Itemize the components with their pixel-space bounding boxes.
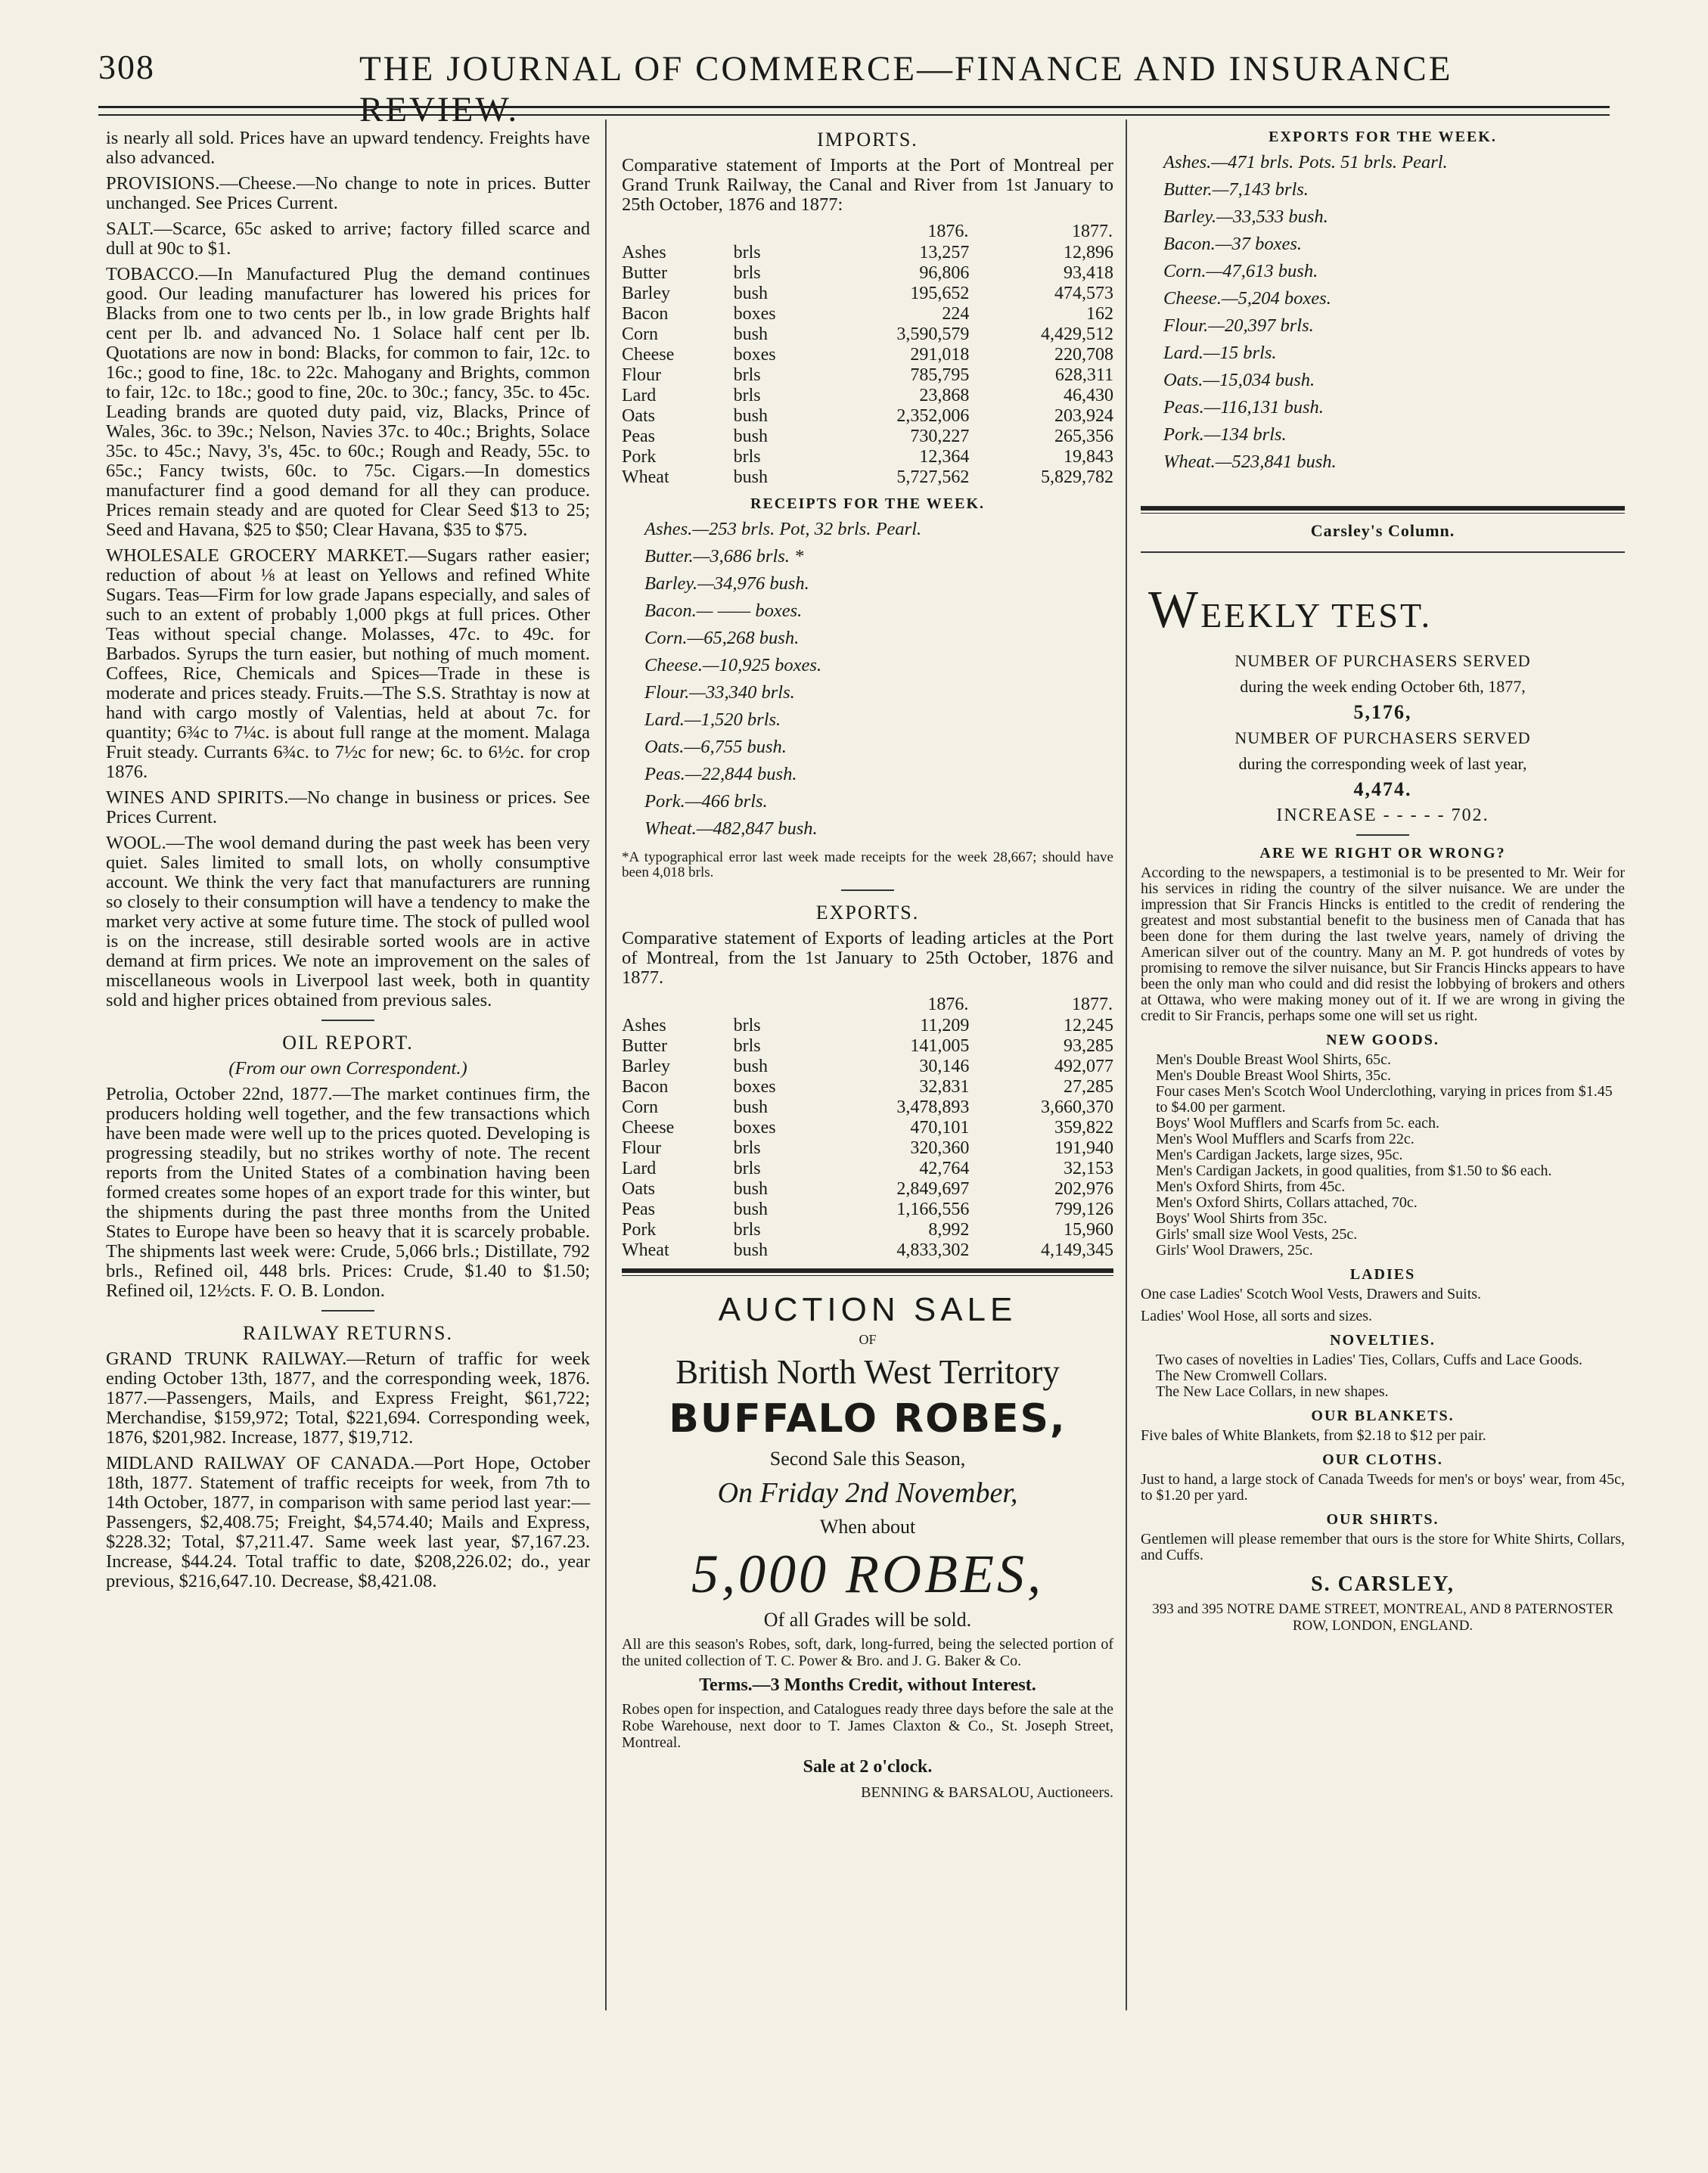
value-1877-cell: 12,245 <box>1064 1016 1113 1035</box>
purchasers-label: NUMBER OF PURCHASERS SERVED <box>1234 728 1531 747</box>
increase-line: INCREASE - - - - - 702. <box>1276 806 1489 825</box>
value-1876-cell: 23,868 <box>919 386 970 405</box>
table-row <box>622 1118 1113 1138</box>
exports-table <box>622 994 1113 1261</box>
goods-item: Boys' Wool Mufflers and Scarfs from 5c. each. <box>1156 1115 1440 1132</box>
table-row <box>622 1097 1113 1118</box>
auction-advertisement <box>622 1291 1113 1802</box>
unit-cell: brls <box>733 1138 761 1158</box>
receipt-item: Pork.—466 brls. <box>644 791 768 812</box>
value-1876-cell: 2,352,006 <box>896 406 970 426</box>
blankets-heading: OUR BLANKETS. <box>1311 1408 1455 1424</box>
commodity-cell: Lard <box>622 386 657 405</box>
weekly-test-heading <box>1148 580 1625 641</box>
export-week-item: Corn.—47,613 bush. <box>1163 261 1318 281</box>
unit-cell: brls <box>733 1220 761 1240</box>
wool-paragraph: WOOL.—The wool demand during the past week has been very quiet. Sales limited to small lots, on wholly consumptive account. We think the very fact that manufacturers are running so closely to their consumption will have a tendency to make the market very active at some future time. The stock of pulled wool is on the increase, still desirable sorted wools are in active demand at firm prices. We note an improvement on the sales of miscellaneous wools in Liverpool last week, both in quantity sold and higher prices obtained from previous sales. <box>106 833 590 1010</box>
novelties-list <box>1141 1352 1625 1400</box>
auction-description: All are this season's Robes, soft, dark, long-furred, being the selected portion of the united collection of T. C. Power & Bro. and J. G. Baker & Co. <box>622 1636 1113 1669</box>
auction-terms: Terms.—3 Months Credit, without Interest. <box>699 1675 1036 1695</box>
table-row <box>622 304 1113 324</box>
provisions-paragraph: PROVISIONS.—Cheese.—No change to note in prices. Butter unchanged. See Prices Current. <box>106 173 590 213</box>
value-1877-cell: 12,896 <box>1064 243 1113 262</box>
cloths-heading: OUR CLOTHS. <box>1322 1451 1443 1468</box>
table-row <box>622 324 1113 345</box>
goods-item: Men's Cardigan Jackets, in good qualities, from $1.50 to $6 each. <box>1156 1163 1552 1179</box>
auction-robes: BUFFALO ROBES, <box>669 1396 1067 1442</box>
goods-item: Men's Oxford Shirts, Collars attached, 70c. <box>1156 1194 1418 1211</box>
value-1877-cell: 93,418 <box>1064 263 1113 283</box>
table-row <box>622 1077 1113 1097</box>
ladies-paragraph: One case Ladies' Scotch Wool Vests, Drawers and Suits. <box>1141 1286 1482 1302</box>
receipt-item: Lard.—1,520 brls. <box>644 709 781 730</box>
unit-cell: brls <box>733 243 761 262</box>
value-1876-cell: 2,849,697 <box>896 1179 970 1199</box>
commodity-cell: Corn <box>622 1097 658 1117</box>
value-1876-cell: 96,806 <box>919 263 970 283</box>
commodity-cell: Oats <box>622 406 655 426</box>
value-1877-cell: 359,822 <box>1054 1118 1113 1138</box>
value-1876-cell: 5,727,562 <box>896 467 970 487</box>
value-1877-cell: 27,285 <box>1064 1077 1113 1097</box>
export-week-item: Pork.—134 brls. <box>1163 424 1287 445</box>
unit-cell: bush <box>733 427 768 446</box>
export-week-item: Oats.—15,034 bush. <box>1163 370 1315 390</box>
unit-cell: boxes <box>733 304 776 324</box>
weekly-initial: W <box>1148 581 1201 639</box>
unit-cell: brls <box>733 386 761 405</box>
novelty-item: Two cases of novelties in Ladies' Ties, Collars, Cuffs and Lace Goods. <box>1156 1352 1582 1368</box>
table-row <box>622 284 1113 304</box>
receipt-item: Corn.—65,268 bush. <box>644 628 800 648</box>
table-row <box>622 1240 1113 1261</box>
export-week-item: Bacon.—37 boxes. <box>1163 234 1303 254</box>
unit-cell: brls <box>733 263 761 283</box>
export-week-item: Wheat.—523,841 bush. <box>1163 452 1337 472</box>
commodity-cell: Bacon <box>622 1077 669 1097</box>
value-1876-cell: 42,764 <box>919 1159 970 1178</box>
divider <box>1356 834 1409 836</box>
value-1876-cell: 8,992 <box>928 1220 970 1240</box>
year-header: 1876. <box>927 222 969 241</box>
auction-date: On Friday 2nd November, <box>717 1477 1018 1509</box>
purchasers-label: NUMBER OF PURCHASERS SERVED <box>1234 651 1531 670</box>
commodity-cell: Butter <box>622 263 667 283</box>
auction-when: When about <box>819 1516 916 1538</box>
journal-title: THE JOURNAL OF COMMERCE—FINANCE AND INSURANCE REVIEW. <box>359 49 1453 129</box>
table-row <box>622 386 1113 406</box>
value-1876-cell: 291,018 <box>910 345 970 365</box>
receipt-item: Peas.—22,844 bush. <box>644 764 797 784</box>
auction-of: OF <box>859 1332 877 1347</box>
ladies-paragraph: Ladies' Wool Hose, all sorts and sizes. <box>1141 1308 1373 1324</box>
receipt-item: Barley.—34,976 bush. <box>644 573 809 594</box>
unit-cell: bush <box>733 1179 768 1199</box>
unit-cell: boxes <box>733 1077 776 1097</box>
value-1877-cell: 4,149,345 <box>1041 1240 1113 1260</box>
receipt-item: Cheese.—10,925 boxes. <box>644 655 822 675</box>
commodity-cell: Barley <box>622 284 670 303</box>
value-1877-cell: 474,573 <box>1054 284 1113 303</box>
unit-cell: brls <box>733 1159 761 1178</box>
blankets-paragraph: Five bales of White Blankets, from $2.18 to $12 per pair. <box>1141 1427 1486 1444</box>
table-row <box>622 447 1113 467</box>
column-divider <box>1126 120 1127 2010</box>
value-1876-cell: 32,831 <box>919 1077 970 1097</box>
goods-item: Boys' Wool Shirts from 35c. <box>1156 1210 1328 1227</box>
unit-cell: brls <box>733 365 761 385</box>
commodity-cell: Cheese <box>622 1118 675 1138</box>
midland-railway-paragraph: MIDLAND RAILWAY OF CANADA.—Port Hope, October 18th, 1877. Statement of traffic receipts for week, from 7th to 14th October, 1877, in comparison with same period last year:—Passengers, $2,408.75; Freight, $4,574.40; Mails and Express, $228.32; Total, $7,211.47. Same week last year, $7,167.23. Increase, $44.24. Total traffic to date, $208,226.02; do., year previous, $216,647.10. Decrease, $8,421.08. <box>106 1453 590 1591</box>
divider <box>841 889 894 891</box>
carsley-signature: S. CARSLEY, <box>1311 1572 1455 1596</box>
exports-heading: EXPORTS. <box>815 902 920 924</box>
column-right <box>1141 129 1625 1641</box>
table-row <box>622 243 1113 263</box>
header-rule <box>98 106 1610 116</box>
right-wrong-text: According to the newspapers, a testimonial is to be presented to Mr. Weir for his services in riding the country of the silver nuisance. We are under the impression that Sir Francis Hincks is entitled to the credit of rendering the greatest and most substantial benefit to the business men of Canada that has been done for them during the last twelve years, namely of driving the American silver out of the country. Many an M. P. got hundreds of votes by promising to remove the silver nuisance, but Sir Francis Hincks appears to have been the only man who could and did resist the lobbying of brokers and others at Ottawa, who were making money out of it. If we are wrong in giving the credit to Sir Francis, perhaps some one will set us right. <box>1141 865 1625 1024</box>
goods-item: Men's Wool Mufflers and Scarfs from 22c. <box>1156 1131 1415 1147</box>
novelty-item: The New Lace Collars, in new shapes. <box>1156 1383 1389 1400</box>
unit-cell: brls <box>733 447 761 467</box>
receipts-heading: RECEIPTS FOR THE WEEK. <box>750 495 985 512</box>
commodity-cell: Oats <box>622 1179 655 1199</box>
wines-paragraph: WINES AND SPIRITS.—No change in business or prices. See Prices Current. <box>106 787 590 827</box>
value-1877-cell: 32,153 <box>1064 1159 1113 1178</box>
value-1876-cell: 730,227 <box>910 427 970 446</box>
table-row <box>622 1220 1113 1240</box>
table-row <box>622 1179 1113 1200</box>
unit-cell: brls <box>733 1036 761 1056</box>
table-row <box>622 1036 1113 1057</box>
column-middle <box>622 129 1113 1808</box>
table-row <box>622 1138 1113 1159</box>
table-row <box>622 427 1113 447</box>
table-row <box>622 1159 1113 1179</box>
novelties-heading: NOVELTIES. <box>1330 1332 1436 1349</box>
carsley-address: 393 and 395 NOTRE DAME STREET, MONTREAL, AND 8 PATERNOSTER ROW, LONDON, ENGLAND. <box>1152 1601 1613 1634</box>
value-1877-cell: 220,708 <box>1054 345 1113 365</box>
commodity-cell: Barley <box>622 1057 670 1076</box>
new-goods-heading: NEW GOODS. <box>1326 1032 1439 1048</box>
column-divider <box>605 120 607 2010</box>
salt-paragraph: SALT.—Scarce, 65c asked to arrive; factory filled scarce and dull at 90c to $1. <box>106 219 590 259</box>
receipt-item: Wheat.—482,847 bush. <box>644 818 818 839</box>
value-1876-cell: 3,590,579 <box>896 324 970 344</box>
unit-cell: bush <box>733 1240 768 1260</box>
commodity-cell: Ashes <box>622 1016 666 1035</box>
value-1877-cell: 265,356 <box>1054 427 1113 446</box>
value-1877-cell: 3,660,370 <box>1041 1097 1113 1117</box>
goods-item: Men's Cardigan Jackets, large sizes, 95c. <box>1156 1147 1403 1163</box>
goods-item: Men's Double Breast Wool Shirts, 35c. <box>1156 1067 1392 1084</box>
unit-cell: bush <box>733 406 768 426</box>
unit-cell: boxes <box>733 345 776 365</box>
commodity-cell: Flour <box>622 365 662 385</box>
value-1877-cell: 4,429,512 <box>1041 324 1113 344</box>
commodity-cell: Wheat <box>622 1240 669 1260</box>
divider <box>321 1020 374 1021</box>
table-row <box>622 1200 1113 1220</box>
value-1877-cell: 191,940 <box>1054 1138 1113 1158</box>
tobacco-paragraph: TOBACCO.—In Manufactured Plug the demand continues good. Our leading manufacturer has lowered his prices for Blacks from one to two cents per lb., in low grade Brights half cent per lb. and advanced No. 1 Solace half cent per lb. Quotations are now in bond: Blacks, for common to fair, 12c. to 16c.; good to fine, 18c. to 22c. Mahogany and Brights, common to fair, 12c. to 18c.; good to fine, 20c. to 30c.; fancy, 35c. to 45c. Leading brands are quoted duty paid, viz, Blacks, Prince of Wales, 36c. to 39c.; Nelson, Navies 37c. to 40c.; Brights, Solace 35c. to 45c.; Navy, 3's, 45c. to 60c.; Rough and Ready, 55c. to 65c.; Fancy twists, 60c. to 75c. Cigars.—In domestics manufacturer find a good demand for all they can produce. Prices remain steady and are quoted for Clear Seed $13 to 25; Seed and Havana, $25 to $50; Clear Havana, $35 to $75. <box>106 264 590 540</box>
receipts-list <box>622 516 1113 843</box>
goods-item: Four cases Men's Scotch Wool Underclothing, varying in prices from $1.45 to $4.00 per garment. <box>1156 1083 1613 1116</box>
unit-cell: bush <box>733 467 768 487</box>
new-goods-list <box>1141 1052 1625 1259</box>
export-week-item: Flour.—20,397 brls. <box>1163 315 1314 336</box>
value-1877-cell: 19,843 <box>1064 447 1113 467</box>
goods-item: Men's Double Breast Wool Shirts, 65c. <box>1156 1051 1392 1068</box>
imports-intro: Comparative statement of Imports at the Port of Montreal per Grand Trunk Railway, the Canal and River from 1st January to 25th October, 1876 and 1877: <box>622 155 1113 215</box>
value-1876-cell: 12,364 <box>919 447 970 467</box>
commodity-cell: Pork <box>622 1220 657 1240</box>
goods-item: Girls' Wool Drawers, 25c. <box>1156 1242 1313 1259</box>
value-1876-cell: 785,795 <box>910 365 970 385</box>
value-1876-cell: 141,005 <box>910 1036 970 1056</box>
table-row <box>622 467 1113 488</box>
auction-count: 5,000 ROBES, <box>691 1544 1044 1604</box>
export-week-item: Ashes.—471 brls. Pots. 51 brls. Pearl. <box>1163 152 1448 172</box>
grand-trunk-paragraph: GRAND TRUNK RAILWAY.—Return of traffic for week ending October 13th, 1877, and the corresponding week, 1876. 1877.—Passengers, Mails, and Express Freight, $61,722; Merchandise, $159,972; Total, $221,694. Corresponding week, 1876, $201,982. Increase, 1877, $19,712. <box>106 1349 590 1448</box>
table-row <box>622 365 1113 386</box>
export-week-item: Cheese.—5,204 boxes. <box>1163 288 1331 309</box>
goods-item: Girls' small size Wool Vests, 25c. <box>1156 1226 1358 1243</box>
page-number: 308 <box>98 48 155 86</box>
right-wrong-heading: ARE WE RIGHT OR WRONG? <box>1259 845 1506 861</box>
footnote: *A typographical error last week made receipts for the week 28,667; should have been 4,018 brls. <box>622 849 1113 880</box>
export-week-item: Barley.—33,533 bush. <box>1163 206 1328 227</box>
value-1876-cell: 13,257 <box>919 243 970 262</box>
value-1876-cell: 470,101 <box>910 1118 970 1138</box>
table-row <box>622 406 1113 427</box>
value-1876-cell: 30,146 <box>919 1057 970 1076</box>
commodity-cell: Ashes <box>622 243 666 262</box>
commodity-cell: Peas <box>622 1200 655 1219</box>
paragraph: is nearly all sold. Prices have an upward tendency. Freights have also advanced. <box>106 128 590 168</box>
purchaser-count-1877: 5,176, <box>1353 701 1412 723</box>
imports-heading: IMPORTS. <box>817 129 918 151</box>
receipt-item: Ashes.—253 brls. Pot, 32 brls. Pearl. <box>644 519 922 539</box>
table-row <box>622 1057 1113 1077</box>
commodity-cell: Pork <box>622 447 657 467</box>
divider <box>321 1310 374 1312</box>
year-header: 1877. <box>1072 995 1113 1014</box>
auction-time: Sale at 2 o'clock. <box>803 1757 933 1777</box>
shirts-heading: OUR SHIRTS. <box>1326 1511 1439 1528</box>
receipt-item: Bacon.— —— boxes. <box>644 601 803 621</box>
commodity-cell: Wheat <box>622 467 669 487</box>
during-label: during the week ending October 6th, 1877, <box>1240 677 1526 696</box>
weekly-rest: EEKLY TEST. <box>1200 596 1433 635</box>
value-1876-cell: 224 <box>942 304 970 324</box>
ladies-heading: LADIES <box>1349 1266 1416 1283</box>
auction-inspection: Robes open for inspection, and Catalogues ready three days before the sale at the Robe Warehouse, next door to T. James Claxton & Co., St. Joseph Street, Montreal. <box>622 1701 1113 1751</box>
table-row <box>622 1016 1113 1036</box>
value-1877-cell: 5,829,782 <box>1041 467 1113 487</box>
value-1877-cell: 203,924 <box>1054 406 1113 426</box>
during-label: during the corresponding week of last year, <box>1238 754 1527 773</box>
export-week-item: Peas.—116,131 bush. <box>1163 397 1324 418</box>
exports-intro: Comparative statement of Exports of leading articles at the Port of Montreal, from the 1st January to 25th October, 1876 and 1877. <box>622 928 1113 988</box>
exports-week-list <box>1141 149 1625 476</box>
page-header <box>91 47 1619 129</box>
unit-cell: bush <box>733 1057 768 1076</box>
export-week-item: Lard.—15 brls. <box>1163 343 1277 363</box>
value-1877-cell: 799,126 <box>1054 1200 1113 1219</box>
novelty-item: The New Cromwell Collars. <box>1156 1367 1328 1384</box>
value-1877-cell: 492,077 <box>1054 1057 1113 1076</box>
value-1877-cell: 628,311 <box>1054 365 1113 385</box>
oil-report-paragraph: Petrolia, October 22nd, 1877.—The market continues firm, the producers holding well together, and the few transactions which have been made were well up to the prices quoted. Developing is progressing steadily, but no strikes worthy of note. The recent reports from the United States of a combination having been formed creates some hopes of an export trade for this winter, but the shipments during the past three months from the United States to Europe have been so heavy that it is scarcely probable. The shipments last week were: Crude, 5,066 brls.; Distillate, 792 brls., Refined oil, 448 brls. Prices: Crude, $1.40 to $1.50; Refined oil, 12½cts. F. O. B. London. <box>106 1084 590 1301</box>
value-1877-cell: 93,285 <box>1064 1036 1113 1056</box>
table-row <box>622 263 1113 284</box>
unit-cell: brls <box>733 1016 761 1035</box>
value-1877-cell: 15,960 <box>1064 1220 1113 1240</box>
railway-returns-heading: RAILWAY RETURNS. <box>242 1322 454 1344</box>
year-header: 1876. <box>927 995 969 1014</box>
oil-report-subtitle: (From our own Correspondent.) <box>228 1058 467 1079</box>
unit-cell: boxes <box>733 1118 776 1138</box>
value-1877-cell: 202,976 <box>1054 1179 1113 1199</box>
year-header: 1877. <box>1072 222 1113 241</box>
commodity-cell: Flour <box>622 1138 662 1158</box>
value-1876-cell: 195,652 <box>910 284 970 303</box>
value-1876-cell: 320,360 <box>910 1138 970 1158</box>
unit-cell: bush <box>733 1097 768 1117</box>
auction-grades: Of all Grades will be sold. <box>763 1609 972 1631</box>
commodity-cell: Butter <box>622 1036 667 1056</box>
divider <box>1141 506 1625 514</box>
purchaser-count-1876: 4,474. <box>1353 778 1412 800</box>
unit-cell: bush <box>733 284 768 303</box>
value-1877-cell: 46,430 <box>1064 386 1113 405</box>
export-week-item: Butter.—7,143 brls. <box>1163 179 1309 200</box>
goods-item: Men's Oxford Shirts, from 45c. <box>1156 1178 1346 1195</box>
auctioneers: BENNING & BARSALOU, Auctioneers. <box>861 1784 1113 1801</box>
auction-second-sale: Second Sale this Season, <box>769 1448 966 1470</box>
imports-table <box>622 221 1113 488</box>
unit-cell: bush <box>733 324 768 344</box>
commodity-cell: Corn <box>622 324 658 344</box>
column-left <box>106 129 590 1597</box>
divider <box>1141 551 1625 553</box>
divider <box>622 1268 1113 1276</box>
receipt-item: Oats.—6,755 bush. <box>644 737 787 757</box>
commodity-cell: Peas <box>622 427 655 446</box>
auction-territory: British North West Territory <box>675 1353 1060 1391</box>
carsley-heading: Carsley's Column. <box>1310 521 1455 540</box>
value-1876-cell: 1,166,556 <box>896 1200 970 1219</box>
shirts-paragraph: Gentlemen will please remember that ours is the store for White Shirts, Collars, and Cuffs. <box>1141 1531 1625 1563</box>
receipt-item: Flour.—33,340 brls. <box>644 682 795 703</box>
value-1876-cell: 4,833,302 <box>896 1240 970 1260</box>
table-row <box>622 345 1113 365</box>
auction-title: AUCTION SALE <box>718 1291 1017 1328</box>
value-1877-cell: 162 <box>1086 304 1113 324</box>
unit-cell: bush <box>733 1200 768 1219</box>
commodity-cell: Lard <box>622 1159 657 1178</box>
exports-week-heading: EXPORTS FOR THE WEEK. <box>1269 129 1497 145</box>
commodity-cell: Cheese <box>622 345 675 365</box>
value-1876-cell: 11,209 <box>920 1016 970 1035</box>
commodity-cell: Bacon <box>622 304 669 324</box>
receipt-item: Butter.—3,686 brls. * <box>644 546 804 567</box>
oil-report-heading: OIL REPORT. <box>282 1032 414 1054</box>
grocery-paragraph: WHOLESALE GROCERY MARKET.—Sugars rather easier; reduction of about ⅛ at least on Yellows and refined White Sugars. Teas—Firm for low grade Japans especially, and sales of such to an extent of probably 1,000 pkgs at full prices. Other Teas without special change. Molasses, 47c. to 49c. for Barbados. Syrups the turn easier, but nothing of much moment. Coffees, Rice, Chemicals and Spices—Trade in these is moderate and prices steady. Fruits.—The S.S. Strathtay is now at hand with cargo mostly of Valentias, held at about 7c. for quantity; 6¾c to 7¼c. is about full range at the moment. Malaga Fruit steady. Currants 6¾c. to 7½c for new; 6c. to 6½c. for crop 1876. <box>106 545 590 782</box>
cloths-paragraph: Just to hand, a large stock of Canada Tweeds for men's or boys' wear, from 45c, to $1.20 per yard. <box>1141 1471 1625 1504</box>
value-1876-cell: 3,478,893 <box>896 1097 970 1117</box>
